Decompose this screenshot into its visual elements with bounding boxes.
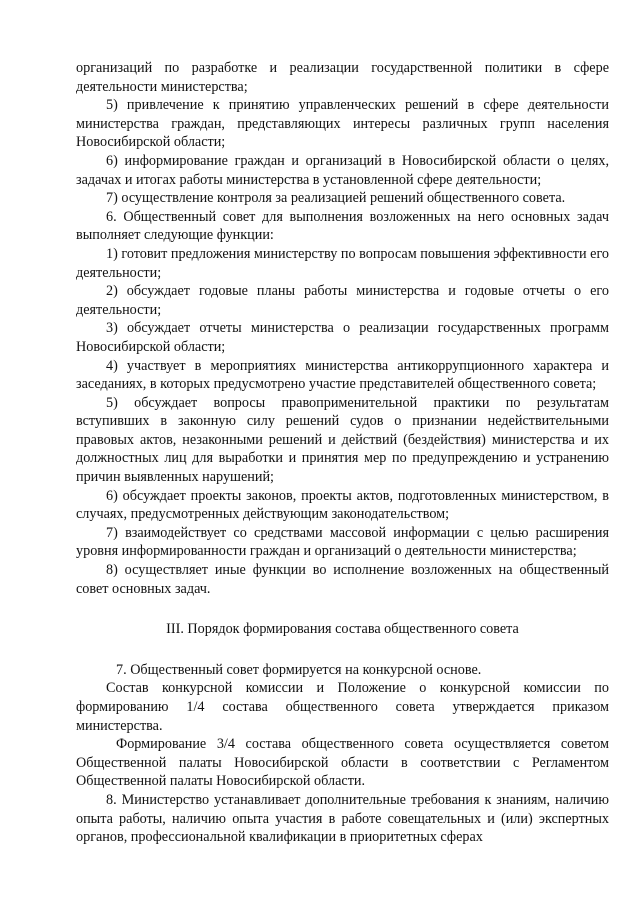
paragraph-function-6: 6) обсуждает проекты законов, проекты актов, подготовленных министерством, в случаях, предусмотренных действующим законодательством; (76, 487, 609, 523)
paragraph-function-4: 4) участвует в мероприятиях министерства антикоррупционного характера и заседаниях, в которых предусмотрено участие представителей общественного совета; (76, 357, 609, 393)
paragraph-continuation: организаций по разработке и реализации государственной политики в сфере деятельности министерства; (76, 60, 609, 95)
paragraph-clause-8: 8. Министерство устанавливает дополнительные требования к знаниям, наличию опыта работы, наличию опыта участия в работе совещательных и (или) экспертных органов, профессиональной квалификации в приоритетных сферах (76, 791, 609, 846)
paragraph-item-5: 5) привлечение к принятию управленческих решений в сфере деятельности министерства граждан, представляющих интересы различных групп населения Новосибирской области; (76, 97, 609, 151)
paragraph-function-2: 2) обсуждает годовые планы работы министерства и годовые отчеты о его деятельности; (76, 283, 609, 318)
paragraph-commission: Состав конкурсной комиссии и Положение о конкурсной комиссии по формированию 1/4 состава общественного совета утверждается приказом министерства. (76, 680, 609, 734)
paragraph-item-7: 7) осуществление контроля за реализацией решений общественного совета. (106, 190, 566, 207)
paragraph-function-3: 3) обсуждает отчеты министерства о реализации государственных программ Новосибирской области; (76, 320, 609, 355)
document-body (76, 59, 609, 847)
paragraph-function-5: 5) обсуждает вопросы правоприменительной практики по результатам вступивших в законную силу решений судов о признании недействительными правовых актов, незаконными решений и действий (бездействия) министерства и их должностных лиц для выработки и принятия мер по предупреждению и устранению причин выявленных нарушений; (76, 394, 609, 486)
paragraph-item-6: 6) информирование граждан и организаций в Новосибирской области о целях, задачах и итогах работы министерства в установленной сфере деятельности; (76, 152, 609, 188)
paragraph-formation: Формирование 3/4 состава общественного совета осуществляется советом Общественной палаты Новосибирской области в соответствии с Регламентом Общественной палаты Новосибирской области. (76, 736, 609, 790)
paragraph-function-1: 1) готовит предложения министерству по вопросам повышения эффективности его деятельности; (76, 245, 609, 281)
paragraph-clause-6: 6. Общественный совет для выполнения возложенных на него основных задач выполняет следующие функции: (76, 208, 609, 244)
paragraph-function-8: 8) осуществляет иные функции во исполнение возложенных на общественный совет основных задач. (76, 562, 609, 597)
paragraph-clause-7: 7. Общественный совет формируется на конкурсной основе. (116, 661, 482, 678)
paragraph-function-7: 7) взаимодействует со средствами массовой информации с целью расширения уровня информированности граждан и организаций о деятельности министерства; (76, 524, 609, 560)
section-heading: III. Порядок формирования состава общественного совета (166, 621, 519, 638)
